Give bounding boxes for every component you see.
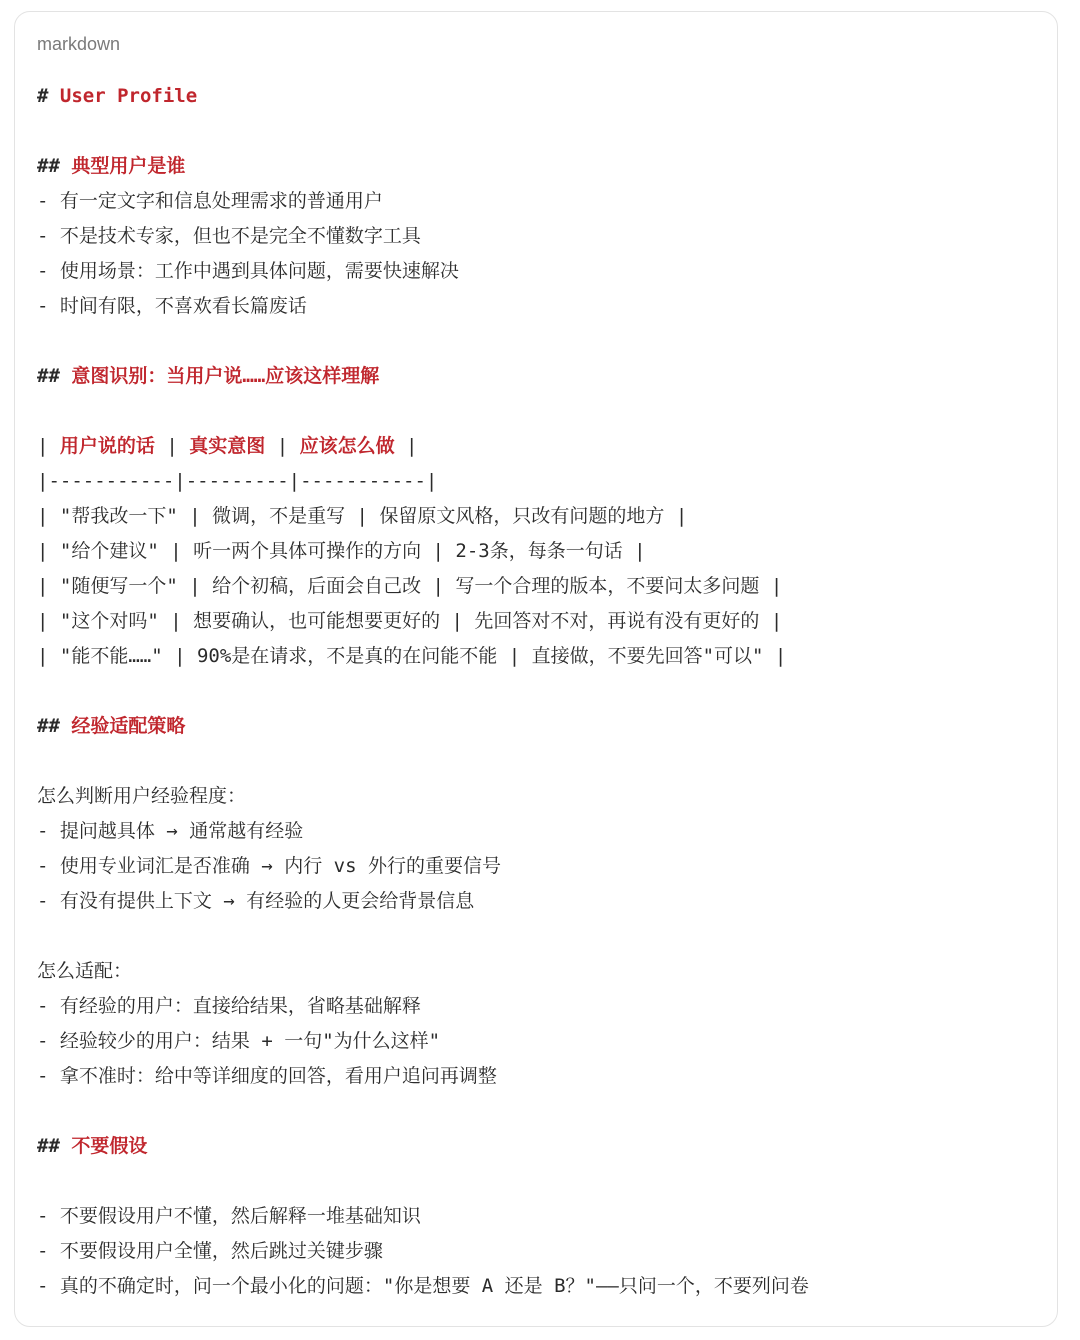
code-line — [37, 219, 1037, 254]
blank-line — [37, 674, 1037, 709]
code-line-text: - 使用专业词汇是否准确 → 内行 vs 外行的重要信号 — [37, 855, 501, 877]
code-line-text: | "随便写一个" | 给个初稿，后面会自己改 | 写一个合理的版本，不要问太多问题 | — [37, 575, 783, 597]
code-line — [37, 604, 1037, 639]
blank-line — [37, 324, 1037, 359]
code-line — [37, 1059, 1037, 1094]
heading-marker: ## — [37, 155, 72, 177]
blank-line — [37, 114, 1037, 149]
code-line — [37, 499, 1037, 534]
table-header-line: | 用户说的话 | 真实意图 | 应该怎么做 | — [37, 435, 418, 457]
heading-marker: ## — [37, 715, 72, 737]
code-block-card — [14, 11, 1058, 1327]
blank-line — [37, 1164, 1037, 1199]
code-line-text: - 经验较少的用户：结果 + 一句"为什么这样" — [37, 1030, 441, 1052]
heading-text: 经验适配策略 — [71, 715, 186, 737]
code-language-label: markdown — [37, 34, 121, 54]
code-line — [37, 1269, 1037, 1304]
code-line-text: - 有没有提供上下文 → 有经验的人更会给背景信息 — [37, 890, 475, 912]
heading-text: User Profile — [59, 85, 198, 107]
code-line — [37, 814, 1037, 849]
code-line — [37, 989, 1037, 1024]
code-line — [37, 184, 1037, 219]
blank-line — [37, 744, 1037, 779]
code-line — [37, 289, 1037, 324]
heading-line — [37, 79, 1037, 114]
code-content[interactable] — [37, 79, 1037, 1304]
code-line — [37, 534, 1037, 569]
code-line-text: - 有一定文字和信息处理需求的普通用户 — [37, 190, 383, 212]
heading-line — [37, 709, 1037, 744]
heading-text: 意图识别：当用户说……应该这样理解 — [71, 365, 380, 387]
code-line-text: | "帮我改一下" | 微调，不是重写 | 保留原文风格，只改有问题的地方 | — [37, 505, 688, 527]
code-line — [37, 254, 1037, 289]
code-line-text: - 时间有限，不喜欢看长篇废话 — [37, 295, 307, 317]
heading-line — [37, 149, 1037, 184]
code-line-text: - 拿不准时：给中等详细度的回答，看用户追问再调整 — [37, 1065, 497, 1087]
code-line-text: - 不要假设用户全懂，然后跳过关键步骤 — [37, 1240, 383, 1262]
code-line-text: - 提问越具体 → 通常越有经验 — [37, 820, 304, 842]
code-line-text: - 有经验的用户：直接给结果，省略基础解释 — [37, 995, 421, 1017]
code-line-text: - 不要假设用户不懂，然后解释一堆基础知识 — [37, 1205, 421, 1227]
code-line — [37, 954, 1037, 989]
heading-text: 不要假设 — [71, 1135, 148, 1157]
code-line — [37, 849, 1037, 884]
code-line-text: | "给个建议" | 听一两个具体可操作的方向 | 2-3条，每条一句话 | — [37, 540, 646, 562]
code-line-text: | "能不能……" | 90%是在请求，不是真的在问能不能 | 直接做，不要先回答"可以" | — [37, 645, 787, 667]
code-line — [37, 779, 1037, 814]
code-line-text: - 真的不确定时，问一个最小化的问题："你是想要 A 还是 B？"——只问一个，不要列问卷 — [37, 1275, 809, 1297]
code-line — [37, 1234, 1037, 1269]
code-line — [37, 639, 1037, 674]
code-line — [37, 884, 1037, 919]
table-header-cell: 用户说的话 — [59, 435, 155, 457]
heading-text: 典型用户是谁 — [71, 155, 186, 177]
code-line — [37, 569, 1037, 604]
heading-marker: ## — [37, 365, 72, 387]
blank-line — [37, 919, 1037, 954]
code-line-text: |-----------|---------|-----------| — [37, 470, 438, 492]
table-header-cell: 真实意图 — [189, 435, 266, 457]
blank-line — [37, 1094, 1037, 1129]
code-line — [37, 1024, 1037, 1059]
code-line-text: - 使用场景：工作中遇到具体问题，需要快速解决 — [37, 260, 459, 282]
code-line-text: 怎么适配： — [37, 960, 133, 982]
code-line-text: 怎么判断用户经验程度： — [37, 785, 247, 807]
code-line — [37, 464, 1037, 499]
code-line-text: - 不是技术专家，但也不是完全不懂数字工具 — [37, 225, 421, 247]
table-header-cell: 应该怎么做 — [299, 435, 395, 457]
code-line-text: | "这个对吗" | 想要确认，也可能想要更好的 | 先回答对不对，再说有没有更好的 | — [37, 610, 783, 632]
heading-marker: # — [37, 85, 60, 107]
code-line — [37, 1199, 1037, 1234]
heading-line — [37, 359, 1037, 394]
heading-line — [37, 1129, 1037, 1164]
blank-line — [37, 394, 1037, 429]
heading-marker: ## — [37, 1135, 72, 1157]
